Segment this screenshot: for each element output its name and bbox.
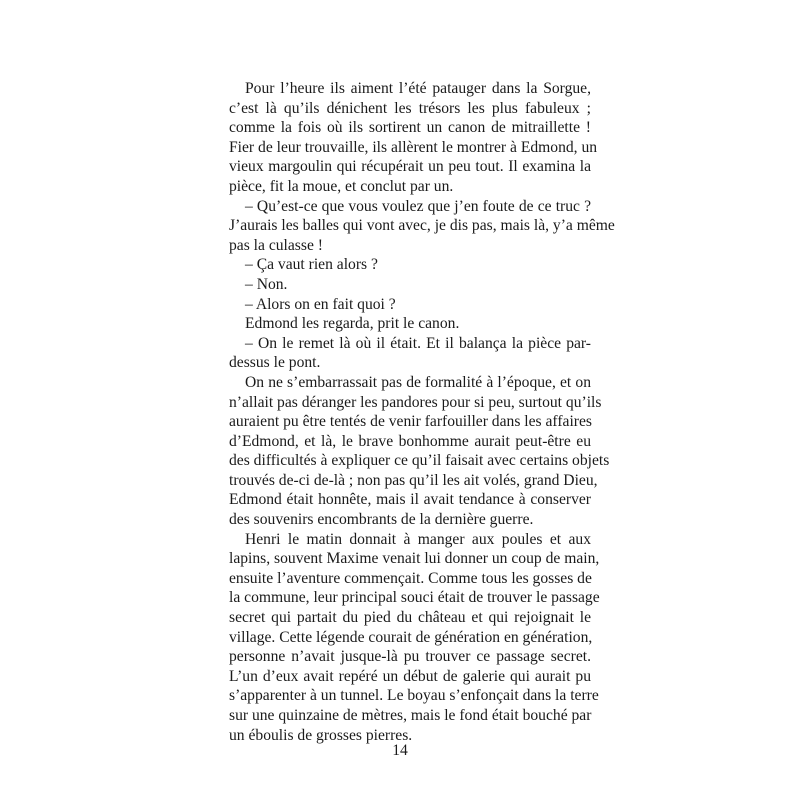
text-line: un éboulis de grosses pierres. — [229, 726, 413, 744]
text-line: – Alors on en fait quoi ? — [245, 295, 396, 313]
text-line: c’est là qu’ils dénichent les trésors les plus fabuleux ; — [229, 99, 591, 117]
text-line: des difficultés à expliquer ce qu’il faisait avec certains objets — [229, 452, 610, 470]
text-line: L’un d’eux avait repéré un début de galerie qui aurait pu — [229, 667, 591, 685]
text-line: Fier de leur trouvaille, ils allèrent le montrer à Edmond, un — [229, 138, 598, 156]
page-number: 14 — [392, 742, 408, 759]
text-line: d’Edmond, et là, le brave bonhomme aurait peut-être eu — [229, 432, 591, 450]
text-line: – Qu’est-ce que vous voulez que j’en foute de ce truc ? — [245, 197, 591, 215]
text-line: des souvenirs encombrants de la dernière guerre. — [229, 511, 534, 529]
text-line: s’apparenter à un tunnel. Le boyau s’enfonçait dans la terre — [229, 687, 599, 705]
text-line: auraient pu être tentés de venir farfouiller dans les affaires — [229, 413, 592, 431]
text-line: – Ça vaut rien alors ? — [245, 256, 378, 274]
text-line: sur une quinzaine de mètres, mais le fond était bouché par — [229, 707, 592, 724]
text-line: la commune, leur principal souci était de trouver le passage — [229, 589, 600, 607]
text-line: dessus le pont. — [229, 354, 321, 372]
text-line: n’allait pas déranger les pandores pour si peu, surtout qu’ils — [229, 393, 602, 411]
text-line: ensuite l’aventure commençait. Comme tous les gosses de — [229, 569, 592, 587]
text-line: secret qui partait du pied du château et qui rejoignait le — [229, 609, 591, 627]
text-line: Edmond les regarda, prit le canon. — [245, 315, 460, 333]
text-line: personne n’avait jusque-là pu trouver ce passage secret. — [229, 648, 591, 666]
text-line: trouvés de-ci de-là ; non pas qu’il les ait volés, grand Dieu, — [229, 471, 598, 489]
text-line: village. Cette légende courait de génération en génération, — [229, 628, 593, 646]
text-line: Pour l’heure ils aiment l’été patauger dans la Sorgue, — [245, 80, 591, 97]
text-line: – On le remet là où il était. Et il balança la pièce par- — [245, 334, 591, 352]
text-line: vieux margoulin qui récupérait un peu tout. Il examina la — [229, 158, 591, 176]
text-line: Edmond était honnête, mais il avait tendance à conserver — [229, 491, 591, 509]
text-line: comme la fois où ils sortirent un canon de mitraillette ! — [229, 119, 591, 137]
text-line: pas la culasse ! — [229, 236, 323, 254]
text-line: lapins, souvent Maxime venait lui donner un coup de main, — [229, 550, 600, 568]
page-text — [229, 79, 615, 745]
text-line: On ne s’embarrassait pas de formalité à l’époque, et on — [245, 373, 591, 391]
text-line: pièce, fit la moue, et conclut par un. — [229, 177, 454, 195]
text-line: Henri le matin donnait à manger aux poules et aux — [245, 530, 591, 548]
text-line: – Non. — [245, 275, 288, 293]
text-line: J’aurais les balles qui vont avec, je dis pas, mais là, y’a même — [229, 217, 615, 235]
